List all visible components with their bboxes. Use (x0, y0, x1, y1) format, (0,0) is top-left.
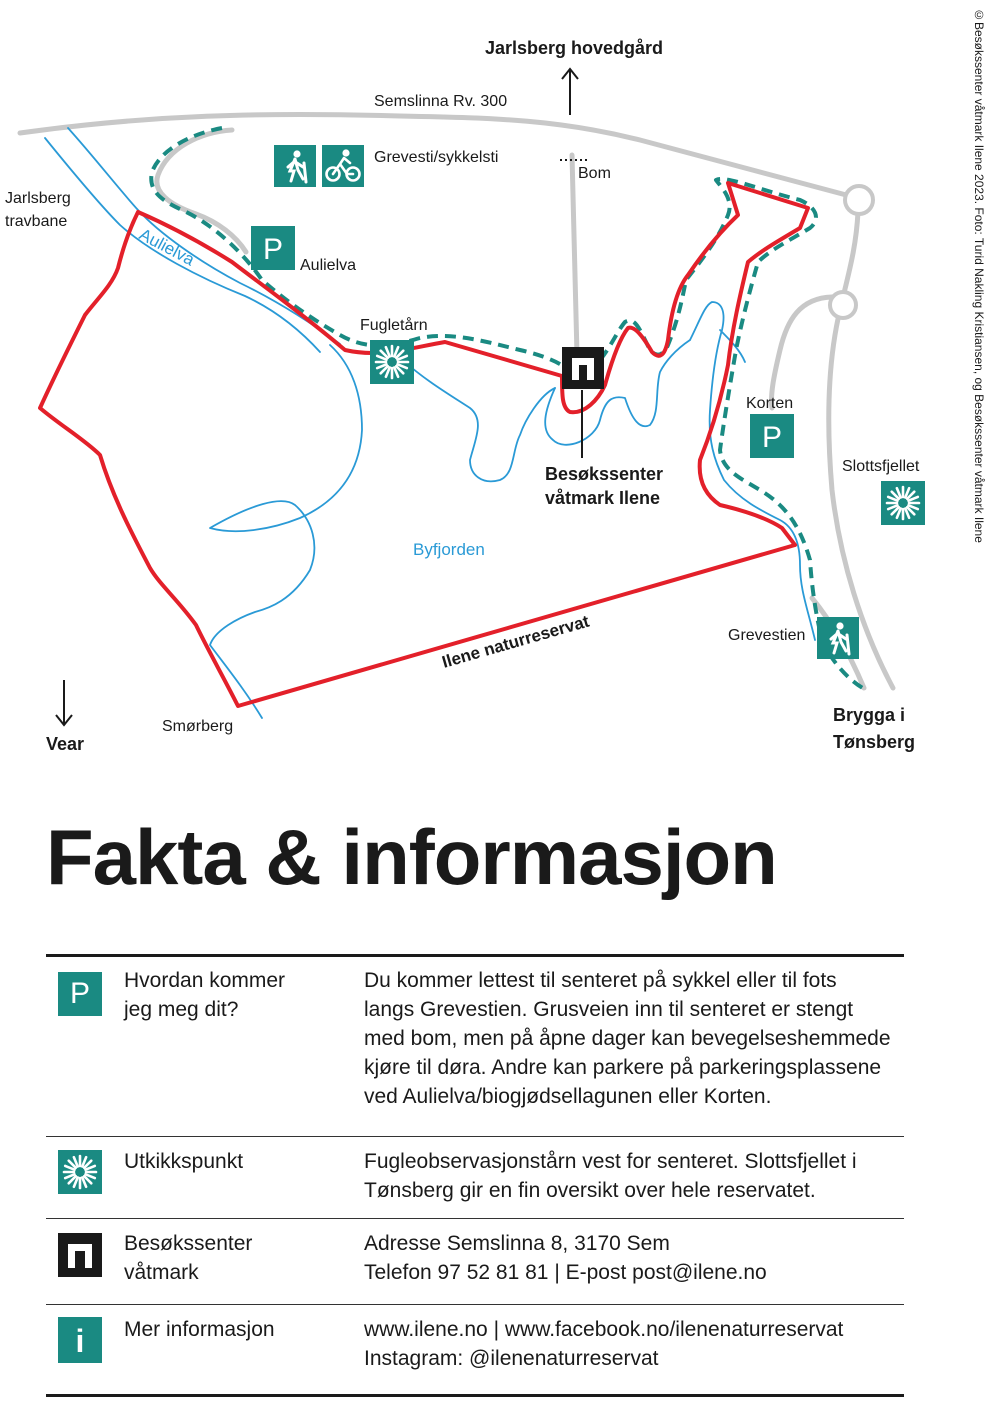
label-aulielva-parking: Aulielva (300, 257, 357, 274)
row-title: Besøkssenter våtmark (124, 1232, 253, 1284)
arrow-south (56, 680, 72, 725)
hiking-icon (274, 145, 316, 187)
info-icon: i (58, 1317, 102, 1363)
label-brygga: Brygga i (833, 705, 906, 725)
label-aulielva-river: Aulielva (136, 224, 198, 270)
label-brygga-2: Tønsberg (833, 732, 916, 752)
label-jarlsberg-travbane-2: travbane (5, 213, 68, 230)
svg-text:P: P (262, 233, 284, 266)
label-ilene-naturreservat: Ilene naturreservat (439, 611, 592, 672)
road-bom (572, 155, 577, 355)
svg-text:P: P (761, 421, 783, 454)
fjord-east-inlet (690, 302, 815, 640)
hiking-icon (817, 617, 859, 659)
divider-top (46, 954, 904, 957)
row-title: Hvordan kommer jeg meg dit? (124, 969, 286, 1021)
photo-credit: ©Besøkssenter våtmark Ilene 2023. Foto: Turid Nakling Kristiansen, og Besøkssenter våtmark Ilene (972, 8, 986, 543)
viewpoint-icon (58, 1150, 102, 1194)
info-row-directions (46, 966, 904, 1126)
label-smorberg: Smørberg (162, 718, 234, 735)
parking-icon: P (58, 972, 102, 1016)
row-text: www.ilene.no | www.facebook.no/ilenenaturreservat Instagram: @ilenenaturreservat (364, 1318, 844, 1370)
bicycle-icon (322, 145, 364, 187)
label-byfjorden: Byfjorden (413, 540, 485, 559)
parking-icon (750, 414, 794, 458)
label-vear: Vear (46, 734, 85, 754)
info-row-viewpoint (46, 1147, 904, 1217)
parking-icon (251, 226, 295, 270)
label-jarlsberg-travbane: Jarlsberg (5, 190, 71, 207)
label-bom: Bom (578, 165, 611, 182)
road-east (829, 212, 893, 688)
divider (46, 1136, 904, 1137)
visitor-center-icon (58, 1233, 102, 1277)
row-text: Fugleobservasjonstårn vest for senteret. Slottsfjellet i Tønsberg gir en fin oversikt over hele reservatet. (364, 1150, 857, 1202)
label-grevestien: Grevestien (728, 627, 806, 644)
info-row-more-info (46, 1315, 904, 1385)
divider (46, 1218, 904, 1219)
row-title: Mer informasjon (124, 1318, 275, 1341)
viewpoint-icon (370, 340, 414, 384)
row-text: Du kommer lettest til senteret på sykkel eller til fots langs Grevestien. Grusveien inn til senteret er stengt med bom, men på åpne dager kan bevegelseshemmede kjøre til døra. Andre kan parkere på parkeringsplassene ved Aulielva/biogjødsellagunen eller Korten. (364, 969, 891, 1108)
water (45, 128, 815, 718)
arrow-north (562, 69, 578, 115)
divider (46, 1304, 904, 1305)
roundabout-south (830, 292, 856, 318)
road-korten (771, 297, 832, 408)
page-title: Fakta & informasjon (46, 813, 777, 901)
roundabout-north (845, 186, 873, 214)
divider-bottom (46, 1394, 904, 1397)
visitor-center-icon (562, 347, 604, 389)
fjord-west-shore (210, 345, 362, 718)
label-slottsfjellet: Slottsfjellet (842, 458, 920, 475)
row-title: Utkikkspunkt (124, 1150, 244, 1173)
label-fugletarn: Fugletårn (360, 317, 428, 334)
viewpoint-icon (881, 481, 925, 525)
label-grevesti-sykkelsti: Grevesti/sykkelsti (374, 149, 499, 166)
fjord-north-shore (405, 362, 555, 481)
label-semslinna: Semslinna Rv. 300 (374, 93, 508, 110)
info-row-visitor-center (46, 1229, 904, 1299)
label-jarlsberg-hovedgard: Jarlsberg hovedgård (484, 38, 664, 58)
label-korten: Korten (746, 395, 794, 412)
label-besokssenter-2: våtmark Ilene (545, 488, 661, 508)
label-besokssenter: Besøkssenter (545, 464, 664, 484)
reserve-boundary (40, 183, 808, 706)
row-text: Adresse Semslinna 8, 3170 Sem Telefon 97 52 81 81 | E-post post@ilene.no (364, 1232, 767, 1284)
